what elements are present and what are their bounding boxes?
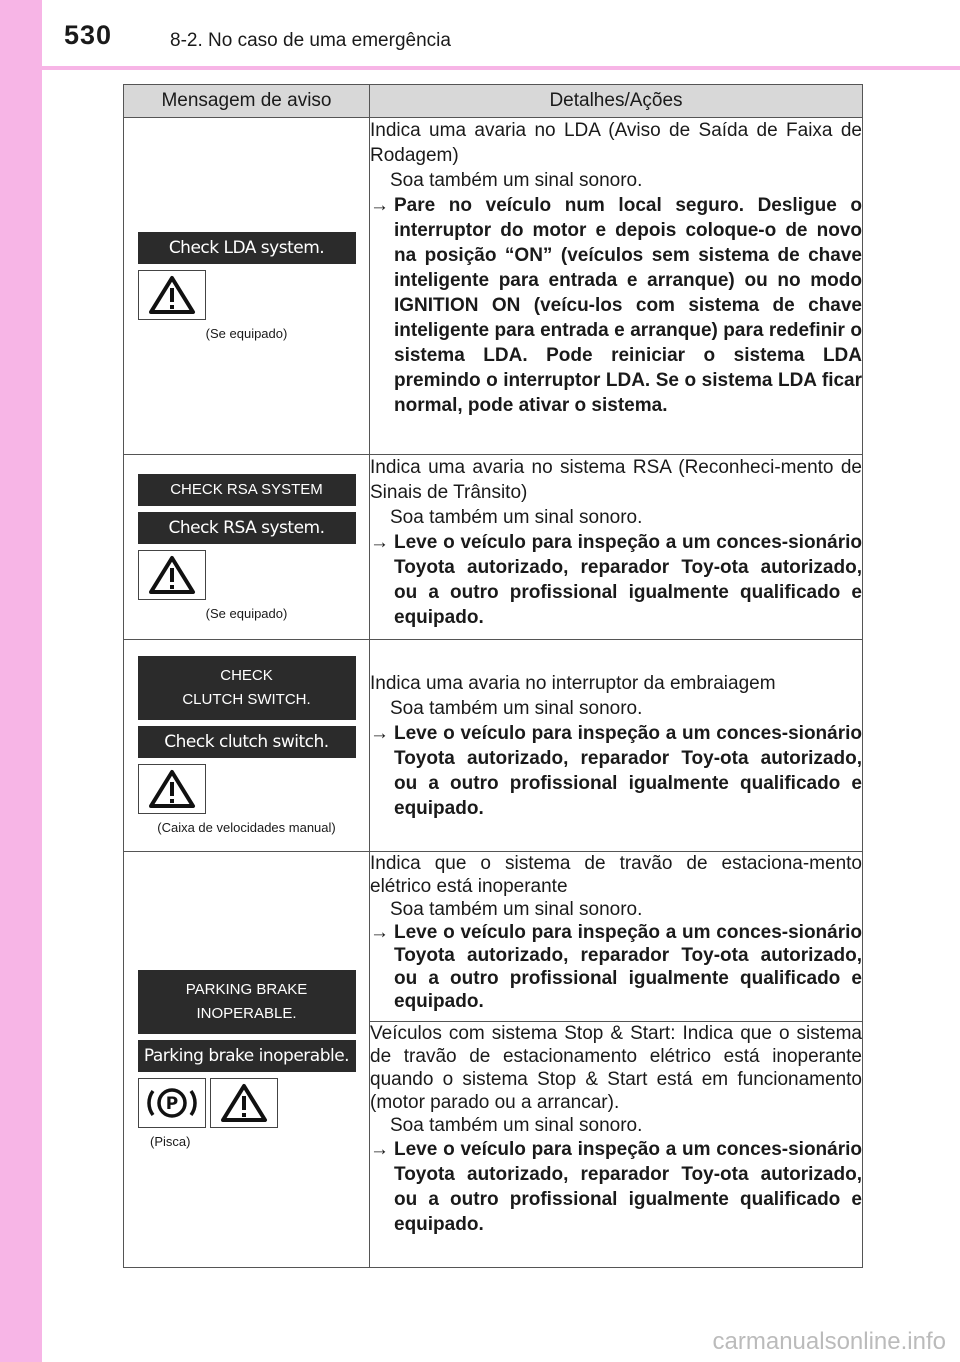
- action-text: → Leve o veículo para inspeção a um conces-sionário Toyota autorizado, reparador Toy-ota autorizado, ou a outro profissional igualmente qualificado e equipado.: [370, 722, 862, 819]
- warning-triangle-icon: [138, 764, 206, 814]
- buzzer-note: Soa também um sinal sonoro.: [390, 899, 643, 920]
- table-row: [124, 118, 863, 455]
- display-message: Check LDA system.: [138, 232, 356, 264]
- table-row: [124, 455, 863, 640]
- column-header-message: Mensagem de aviso: [124, 85, 370, 118]
- page-number: 530: [64, 20, 113, 50]
- display-message-box: CHECK CLUTCH SWITCH.: [138, 656, 356, 720]
- message-cell: [124, 455, 370, 640]
- display-message-box: CHECK RSA SYSTEM: [138, 474, 356, 506]
- sidebar-tab: [0, 0, 42, 1362]
- warning-description: Indica uma avaria no sistema RSA (Reconheci-mento de Sinais de Trânsito): [370, 457, 862, 503]
- warning-table: [123, 84, 863, 1268]
- display-message: Parking brake inoperable.: [138, 1040, 356, 1072]
- table-header-row: [124, 85, 863, 118]
- action-text: → Pare no veículo num local seguro. Desligue o interruptor do motor e depois coloque-o de novo na posição “ON” (veículos sem sistema de chave inteligente para entrada e arranque) ou no modo IGNITION ON (veícu-los com sistema de chave inteligente para entrada e arranque) para redefinir o sistema LDA. Pode reiniciar o sistema LDA premindo o interruptor LDA. Se o sistema LDA ficar normal, pode ativar o sistema.: [370, 195, 862, 416]
- buzzer-note: Soa também um sinal sonoro.: [390, 697, 643, 719]
- table-row: [124, 640, 863, 852]
- buzzer-note: Soa também um sinal sonoro.: [390, 170, 643, 191]
- details-cell: [370, 455, 863, 640]
- warning-triangle-icon: [210, 1078, 278, 1128]
- display-message-box: PARKING BRAKE INOPERABLE.: [138, 970, 356, 1034]
- details-cell: [370, 640, 863, 852]
- parking-brake-icon: [138, 1078, 206, 1128]
- display-message: Check clutch switch.: [138, 726, 356, 758]
- warning-triangle-icon: [138, 550, 206, 600]
- buzzer-note: Soa também um sinal sonoro.: [390, 507, 643, 528]
- message-cell: [124, 852, 370, 1268]
- action-text: → Leve o veículo para inspeção a um conces-sionário Toyota autorizado, reparador Toy-ota autorizado, ou a outro profissional igualmente qualificado e equipado.: [370, 1139, 862, 1235]
- equipment-note: (Se equipado): [205, 325, 288, 341]
- warning-triangle-icon: [138, 270, 206, 320]
- action-text: → Leve o veículo para inspeção a um conces-sionário Toyota autorizado, reparador Toy-ota autorizado, ou a outro profissional igualmente qualificado e equipado.: [370, 922, 862, 1012]
- buzzer-note: Soa também um sinal sonoro.: [390, 1115, 643, 1136]
- message-cell: [124, 118, 370, 455]
- table-row: [124, 852, 863, 1022]
- header-rule: [0, 66, 960, 70]
- warning-description: Indica uma avaria no LDA (Aviso de Saída de Faixa de Rodagem): [370, 120, 862, 166]
- warning-description: Indica que o sistema de travão de estaciona-mento elétrico está inoperante: [370, 853, 862, 897]
- details-cell: [370, 1022, 863, 1268]
- arrow-icon: →: [370, 922, 389, 943]
- watermark: carmanualsonline.info: [712, 1328, 946, 1355]
- warning-description: Veículos com sistema Stop & Start: Indica que o sistema de travão de estacionamento elétrico está inoperante quando o sistema Stop & Start está em funcionamento (motor parado ou a arrancar).: [370, 1023, 862, 1113]
- section-title: 8-2. No caso de uma emergência: [170, 30, 451, 51]
- arrow-icon: →: [370, 532, 389, 553]
- warning-description: Indica uma avaria no interruptor da embraiagem: [370, 672, 776, 694]
- display-message: Check RSA system.: [138, 512, 356, 544]
- blink-note: (Pisca): [150, 1134, 191, 1149]
- details-cell: [370, 118, 863, 455]
- equipment-note: (Caixa de velocidades manual): [157, 820, 336, 835]
- details-cell: [370, 852, 863, 1022]
- arrow-icon: →: [370, 195, 389, 216]
- arrow-icon: →: [370, 1139, 389, 1160]
- svg-text:P: P: [165, 1094, 178, 1114]
- message-cell: [124, 640, 370, 852]
- action-text: → Leve o veículo para inspeção a um conces-sionário Toyota autorizado, reparador Toy-ota autorizado, ou a outro profissional igualmente qualificado e equipado.: [370, 532, 862, 628]
- column-header-details: Detalhes/Ações: [370, 85, 863, 118]
- arrow-icon: →: [370, 722, 389, 744]
- equipment-note: (Se equipado): [205, 605, 288, 621]
